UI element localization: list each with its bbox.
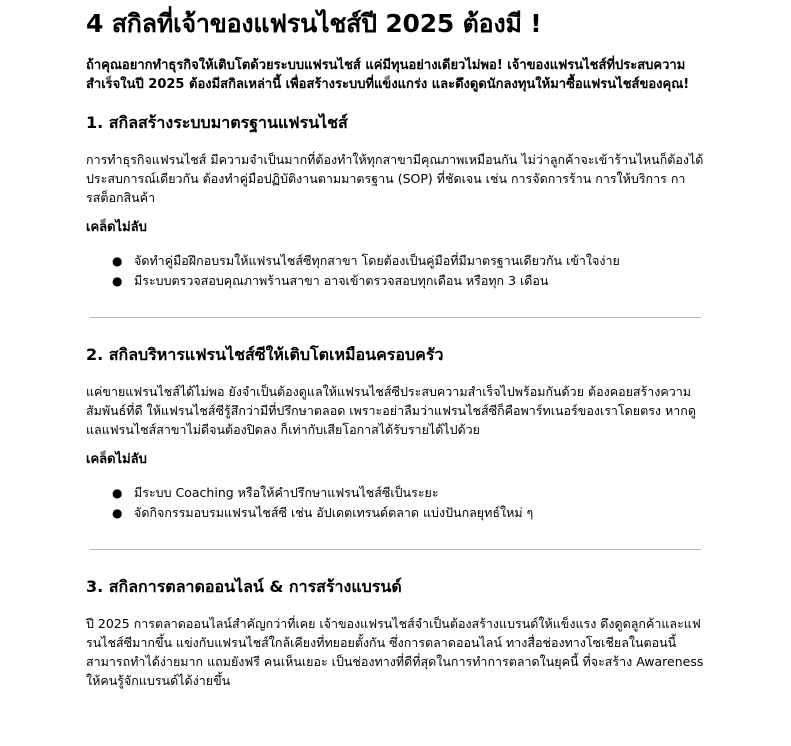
intro-paragraph: ถ้าคุณอยากทำธุรกิจให้เติบโตด้วยระบบแฟรนไชส์ แค่มีทุนอย่างเดียวไม่พอ! เจ้าของแฟรนไชส์ที่ประสบความสำเร็จในปี 2025 ต้องมีสกิลเหล่านี้ เพื่อสร้างระบบที่แข็งแกร่ง และดึงดูดนักลงทุนให้มาซื้อแฟรนไชส์ของคุณ! xyxy=(86,58,690,92)
section-3-heading: 3. สกิลการตลาดออนไลน์ & การสร้างแบรนด์ xyxy=(86,577,402,596)
section-2-body: แค่ขายแฟรนไชส์ได้ไม่พอ ยังจำเป็นต้องดูแลให้แฟรนไชส์ซีประสบความสำเร็จไปพร้อมกันด้วย ต้องคอยสร้างความสัมพันธ์ที่ดี ให้แฟรนไชส์ซีรู้สึกว่ามีที่ปรึกษาตลอด เพราะอย่าลืมว่าแฟรนไชส์ซีก็คือพาร์ทเนอร์ของเราโดยตรง หากดูแลแฟรนไชส์สาขาไม่ดีจนต้องปิดลง ก็เท่ากับเสียโอกาสได้รับรายได้ไปด้วย xyxy=(86,384,696,437)
bullet-icon: ● xyxy=(112,506,123,520)
list-item-text: มีระบบ Coaching หรือให้คำปรึกษาแฟรนไชส์ซีเป็นระยะ xyxy=(134,485,439,500)
section-2-tips-list xyxy=(86,483,705,523)
section-1-tips-list xyxy=(86,251,705,291)
section-3-body: ปี 2025 การตลาดออนไลน์สำคัญกว่าที่เคย เจ้าของแฟรนไชส์จำเป็นต้องสร้างแบรนด์ให้แข็งแรง ดึงดูดลูกค้าและแฟรนไชส์ซีมากขึ้น แข่งกับแฟรนไชส์ใกล้เคียงที่ทยอยตั้งกัน ซึ่งการตลาดออนไลน์ ทางสื่อช่องทางโซเชียลในตอนนี้สามารถทำได้ง่ายมาก แถมยังฟรี คนเห็นเยอะ เป็นช่องทางที่ดีที่สุดในการทำการตลาดในยุคนี้ ที่จะสร้าง Awareness ให้คนรู้จักแบรนด์ได้ง่ายขึ้น xyxy=(86,616,704,688)
bullet-icon: ● xyxy=(112,254,123,268)
section-1-heading: 1. สกิลสร้างระบบมาตรฐานแฟรนไชส์ xyxy=(86,113,348,132)
page-title: 4 สกิลที่เจ้าของแฟรนไชส์ปี 2025 ต้องมี ! xyxy=(86,9,542,38)
section-1-tips-heading: เคล็ดไม่ลับ xyxy=(86,220,147,235)
list-item xyxy=(112,271,705,291)
bullet-icon: ● xyxy=(112,486,123,500)
list-item xyxy=(112,503,705,523)
bullet-icon: ● xyxy=(112,274,123,288)
section-2-heading: 2. สกิลบริหารแฟรนไชส์ซีให้เติบโตเหมือนครอบครัว xyxy=(86,345,444,364)
list-item-text: จัดกิจกรรมอบรมแฟรนไชส์ซี เช่น อัปเดตเทรนด์ตลาด แบ่งปันกลยุทธ์ใหม่ ๆ xyxy=(134,505,534,520)
list-item-text: มีระบบตรวจสอบคุณภาพร้านสาขา อาจเข้าตรวจสอบทุกเดือน หรือทุก 3 เดือน xyxy=(134,273,549,288)
section-2-tips-heading: เคล็ดไม่ลับ xyxy=(86,452,147,467)
section-divider xyxy=(90,549,701,550)
list-item xyxy=(112,251,705,271)
list-item-text: จัดทำคู่มือฝึกอบรมให้แฟรนไชส์ซีทุกสาขา โดยต้องเป็นคู่มือที่มีมาตรฐานเดียวกัน เข้าใจง่าย xyxy=(134,253,620,268)
section-1-body: การทำธุรกิจแฟรนไชส์ มีความจำเป็นมากที่ต้องทำให้ทุกสาขามีคุณภาพเหมือนกัน ไม่ว่าลูกค้าจะเข้าร้านไหนก็ต้องได้ประสบการณ์เดียวกัน ต้องทำคู่มือปฏิบัติงานตามมาตรฐาน (SOP) ที่ชัดเจน เช่น การจัดการร้าน การให้บริการ การสต็อกสินค้า xyxy=(86,152,704,205)
section-divider xyxy=(90,317,701,318)
list-item xyxy=(112,483,705,503)
